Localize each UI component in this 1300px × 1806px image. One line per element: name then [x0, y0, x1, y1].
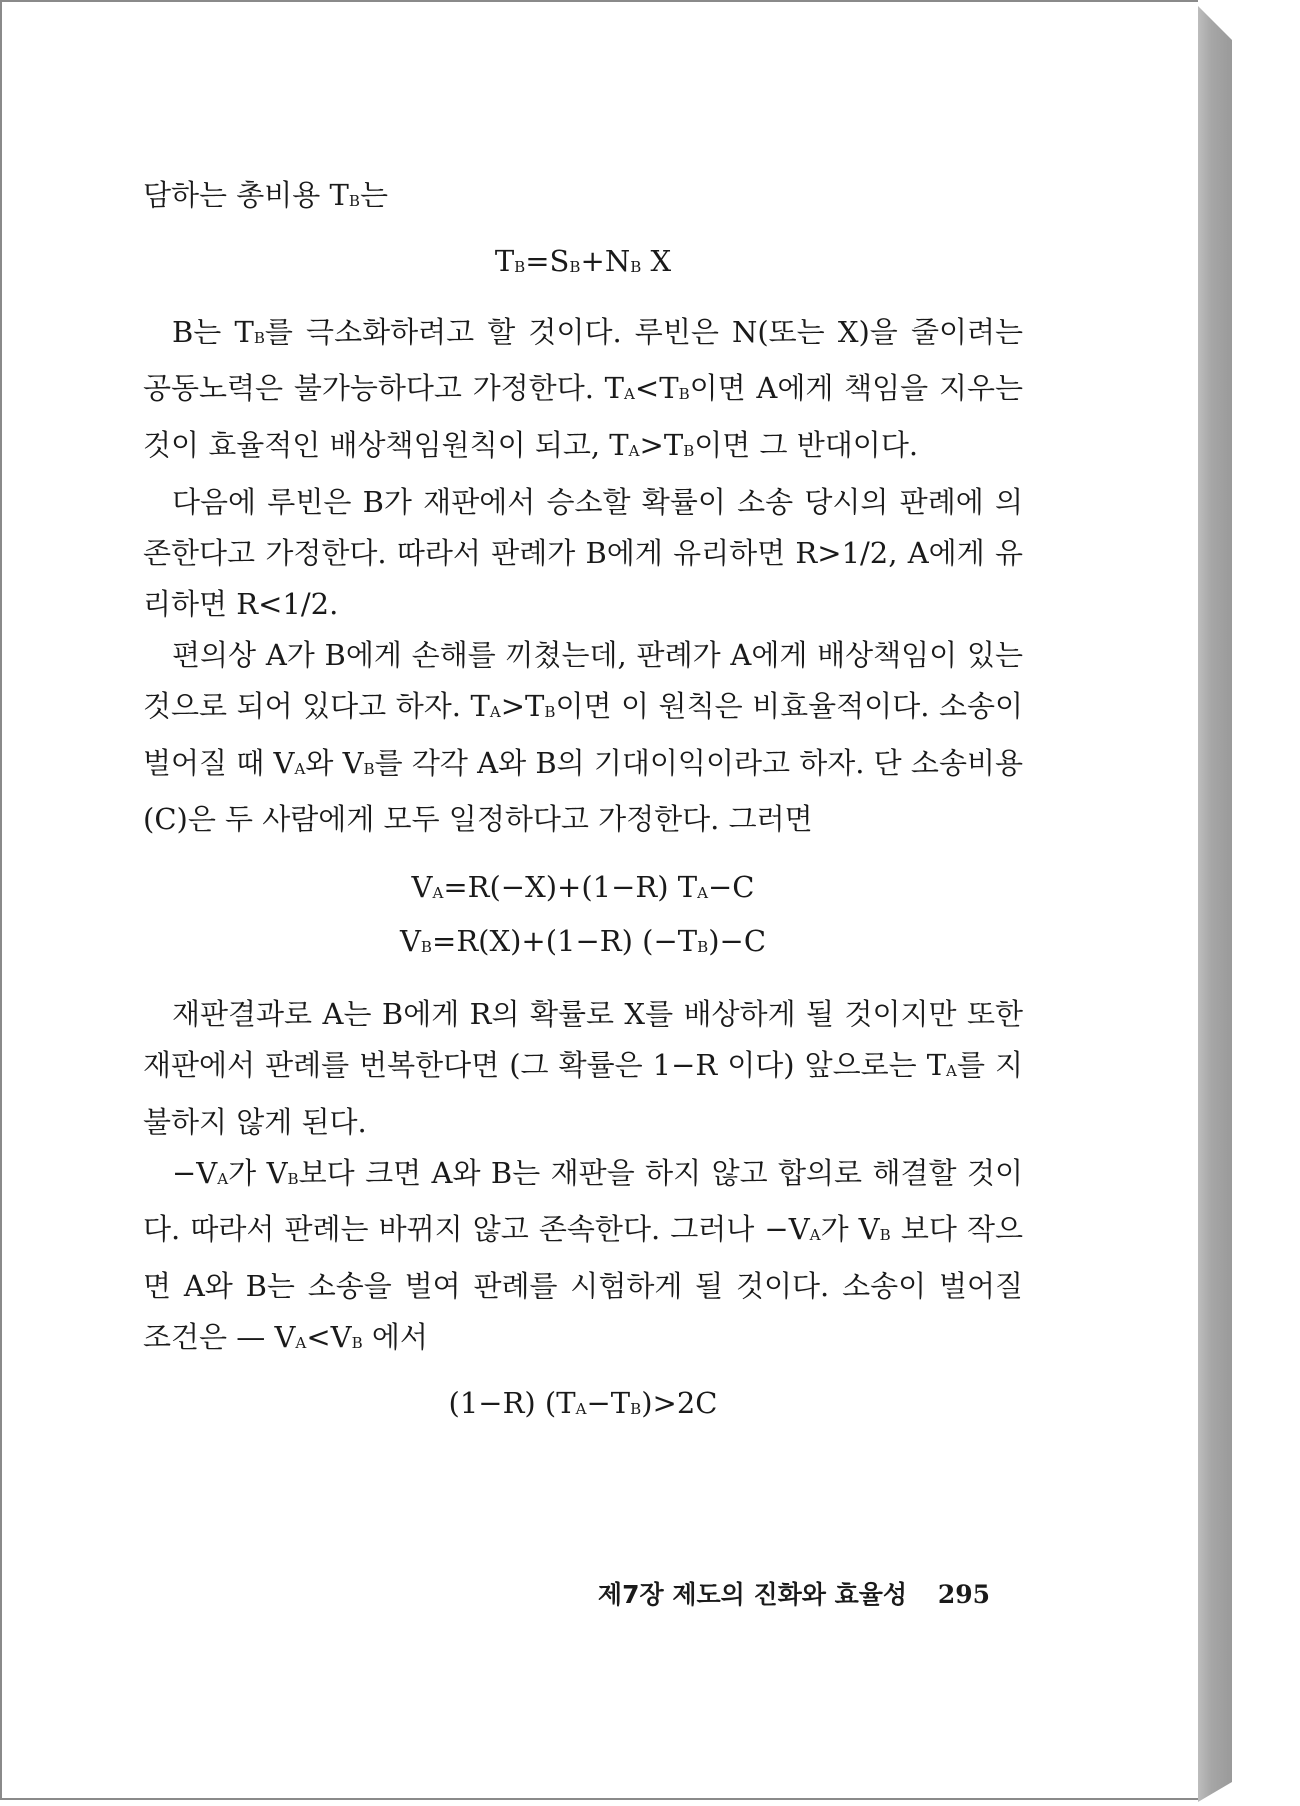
paragraph-3: 편의상 A가 B에게 손해를 끼쳤는데, 판례가 A에게 배상책임이 있는 것으로 되어 있다고 하자. $T_A>T_B$이면 이 원칙은 비효율적이다. 소송이 벌어질 때 $V_A$와 $V_B$를 각각 A와 B의 기대이익이라고 하자. 단 소송비용(C)은 두 사람에게 모두 일정하다고 가정한다. 그러면: [143, 637, 1023, 837]
running-footer-chapter: 제7장 제도의 진화와 효율성: [597, 1580, 908, 1609]
page-body: [143, 170, 1023, 1449]
formula-total-cost-b: $T_B=S_B+N_B$ X: [494, 243, 672, 278]
formula-vb: $V_B=R(X)+(1-R)$ $(-T_B)-C$: [399, 924, 767, 958]
page-number: 295: [937, 1580, 990, 1609]
paragraph-2: 다음에 루빈은 B가 재판에서 승소할 확률이 소송 당시의 판례에 의존한다고 가정한다. 따라서 판례가 B에게 유리하면 R>1/2, A에게 유리하면 R<1/2.: [143, 484, 1023, 621]
paragraph-1: B는 $T_B$를 극소화하려고 할 것이다. 루빈은 N(또는 X)을 줄이려는 공동노력은 불가능하다고 가정한다. $T_A<T_B$이면 A에게 책임을 지우는 것이 효율적인 배상책임원칙이 되고, $T_A>T_B$이면 그 반대이다.: [143, 314, 1023, 462]
paragraph-5: $-V_A$가 $V_B$보다 크면 A와 B는 재판을 하지 않고 합의로 해결할 것이다. 따라서 판례는 바뀌지 않고 존속한다. 그러나 $-V_A$가 $V_B$ 보다 작으면 A와 B는 소송을 벌여 판례를 시험하게 될 것이다. 소송이 벌어질 조건은 — $V_A<V_B$ 에서: [143, 1155, 1023, 1354]
page-footer: [560, 1575, 990, 1611]
formula-block-expected-payoff: [143, 863, 1023, 971]
intro-line: 담하는 총비용 $T_B$는: [143, 178, 388, 212]
formula-litigation-condition: (1−R) $(T_A-T_B)>2C$: [448, 1385, 718, 1420]
page-edge-shadow: [1198, 6, 1232, 1802]
paragraph-4: 재판결과로 A는 B에게 R의 확률로 X를 배상하게 될 것이지만 또한 재판에서 판례를 번복한다면 (그 확률은 1−R 이다) 앞으로는 $T_A$를 지불하지 않게 된다.: [143, 996, 1023, 1139]
formula-va: $V_A=R(-X)+(1-R)$ $T_A-C$: [411, 870, 755, 905]
